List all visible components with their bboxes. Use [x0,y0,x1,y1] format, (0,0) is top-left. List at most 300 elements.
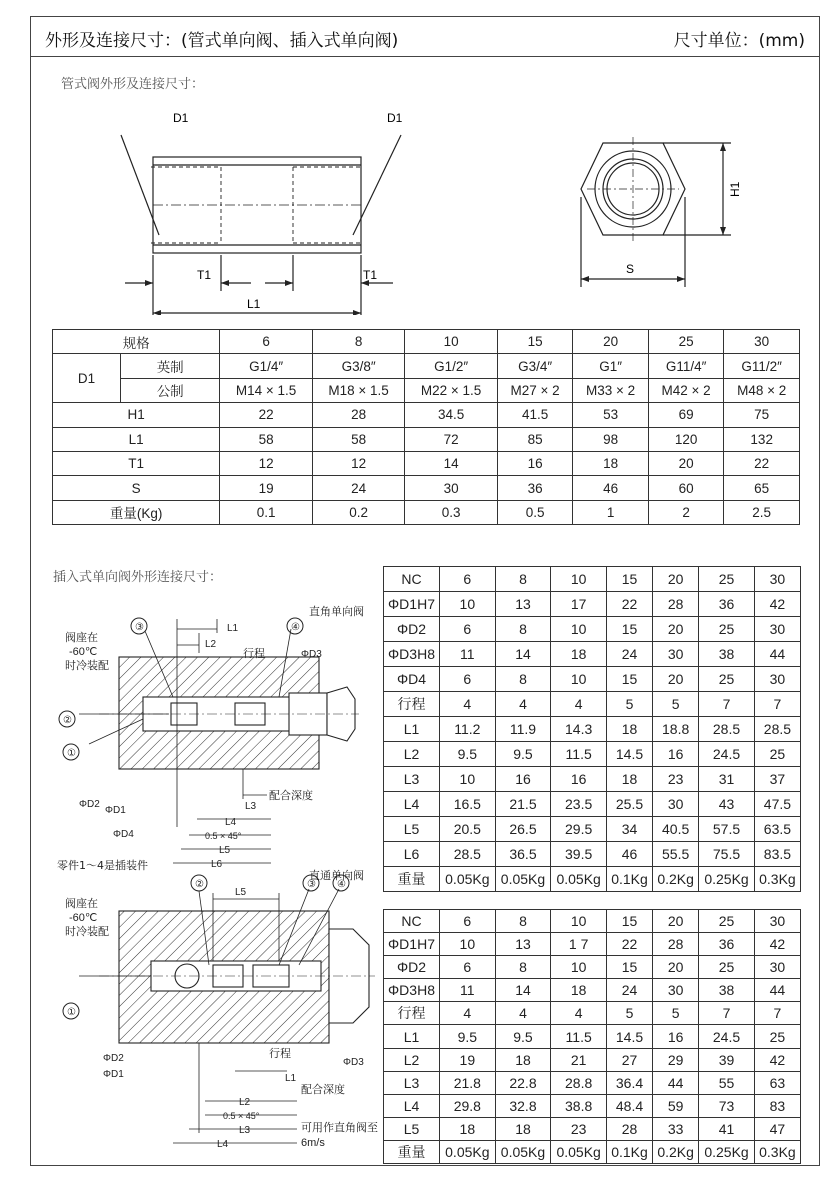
value-cell: 38.8 [551,1094,607,1117]
value-cell: G3/4″ [497,354,573,378]
value-cell: 10 [551,667,607,692]
value-cell: 29 [653,1048,699,1071]
callout-1: ① [67,1007,76,1018]
value-cell: 22 [606,933,652,956]
size-cell: 8 [312,330,404,354]
value-cell: G11/2″ [724,354,800,378]
value-cell: 83 [754,1094,800,1117]
value-cell: M48 × 2 [724,378,800,402]
value-cell: 38 [699,642,755,667]
value-cell: 39 [699,1048,755,1071]
value-cell: 47 [754,1117,800,1140]
table-row [384,1002,801,1025]
value-cell: 0.2Kg [653,867,699,892]
value-cell: 24.5 [699,1025,755,1048]
value-cell: 42 [754,933,800,956]
section-insert-valve-title: 插入式单向阀外形连接尺寸： [53,570,223,585]
value-cell: 29.8 [440,1094,496,1117]
table-row [384,817,801,842]
value-cell: 30 [653,792,699,817]
table-row [384,767,801,792]
table-row [53,476,800,500]
row-label: L4 [384,1094,440,1117]
size-cell: 25 [699,910,755,933]
note-line-1: 阀座在 [65,898,98,910]
label-depth: 配合深度 [269,790,313,802]
value-cell: 39.5 [551,842,607,867]
table-row [384,617,801,642]
value-cell: 5 [653,1002,699,1025]
size-cell: 10 [551,910,607,933]
size-cell: 30 [724,330,800,354]
value-cell: 26.5 [495,817,551,842]
value-cell: 36 [699,933,755,956]
value-cell: 18 [606,717,652,742]
value-cell: 23 [653,767,699,792]
value-cell: 25 [754,742,800,767]
label-l4: L4 [217,1139,229,1150]
value-cell: 2 [648,500,724,524]
value-cell: 63 [754,1071,800,1094]
label-d1-left: D1 [173,111,189,125]
size-cell: 6 [440,910,496,933]
value-cell: 18 [495,1117,551,1140]
value-cell: G1/4″ [220,354,312,378]
size-cell: 20 [653,567,699,592]
value-cell: 16 [551,767,607,792]
value-cell: 16 [495,767,551,792]
table-row [384,867,801,892]
value-cell: 30 [653,642,699,667]
value-cell: 22 [220,403,312,427]
value-cell: 31 [699,767,755,792]
value-cell: 0.2 [312,500,404,524]
value-cell: 24.5 [699,742,755,767]
label-l6: L6 [211,859,223,870]
value-cell: M22 × 1.5 [405,378,497,402]
value-cell: 40.5 [653,817,699,842]
value-cell: 60 [648,476,724,500]
row-label: L1 [384,717,440,742]
value-cell: 24 [606,642,652,667]
value-cell: 0.1 [220,500,312,524]
label-chamfer: 0.5 × 45° [205,831,242,841]
label-t1-left: T1 [197,268,212,282]
note2-line-1: 可用作直角阀至 [301,1122,378,1134]
table-row [53,354,800,378]
row-label: ΦD1H7 [384,592,440,617]
value-cell: 0.05Kg [440,867,496,892]
note-line-3: 时冷装配 [65,660,109,672]
row-label: L1 [384,1025,440,1048]
value-cell: 44 [653,1071,699,1094]
row-label: S [53,476,220,500]
label-l1: L1 [227,623,239,634]
value-cell: 7 [754,692,800,717]
value-cell: 27 [606,1048,652,1071]
value-cell: 20 [653,667,699,692]
table-row [53,403,800,427]
value-cell: 0.1Kg [606,1140,652,1163]
value-cell: 36 [497,476,573,500]
size-cell: 15 [606,910,652,933]
row-label: L4 [384,792,440,817]
value-cell: 4 [495,692,551,717]
spec-header: 规格 [53,330,220,354]
value-cell: 75 [724,403,800,427]
size-cell: 30 [754,567,800,592]
value-cell: 72 [405,427,497,451]
table-row [384,1117,801,1140]
label-chamfer: 0.5 × 45° [223,1111,260,1121]
label-d1-right: D1 [387,111,403,125]
table-row [384,1094,801,1117]
value-cell: 25 [699,617,755,642]
value-cell: 11 [440,979,496,1002]
value-cell: 11.5 [551,742,607,767]
table-row [384,792,801,817]
value-cell: 0.05Kg [440,1140,496,1163]
row-label: L6 [384,842,440,867]
table-row [53,378,800,402]
imperial-label: 英制 [121,354,220,378]
row-label: ΦD4 [384,667,440,692]
value-cell: 6 [440,956,496,979]
value-cell: 65 [724,476,800,500]
value-cell: 30 [405,476,497,500]
value-cell: 4 [551,1002,607,1025]
note2-line-2: 6m/s [301,1137,325,1149]
value-cell: 28 [653,592,699,617]
size-cell: 6 [220,330,312,354]
label-stroke: 行程 [243,648,265,660]
callout-4: ④ [337,879,346,890]
d1-label: D1 [53,354,121,403]
nc-header: NC [384,910,440,933]
value-cell: 18 [606,767,652,792]
value-cell: 20 [653,617,699,642]
value-cell: 57.5 [699,817,755,842]
value-cell: 46 [573,476,649,500]
label-l3: L3 [239,1125,251,1136]
label-d2: ΦD2 [103,1053,124,1064]
value-cell: 16 [497,451,573,475]
label-d3: ΦD3 [343,1057,364,1068]
note-line-2: -60℃ [69,912,98,924]
size-cell: 25 [699,567,755,592]
value-cell: 24 [312,476,404,500]
value-cell: 36.5 [495,842,551,867]
row-label: ΦD3H8 [384,979,440,1002]
value-cell: 58 [220,427,312,451]
table-row [384,592,801,617]
value-cell: 5 [653,692,699,717]
value-cell: 18 [440,1117,496,1140]
value-cell: 28.5 [754,717,800,742]
value-cell: 30 [754,956,800,979]
value-cell: 9.5 [440,742,496,767]
value-cell: 18 [551,979,607,1002]
value-cell: 18 [551,642,607,667]
table-row [53,330,800,354]
value-cell: 34 [606,817,652,842]
value-cell: 28.8 [551,1071,607,1094]
label-d3: ΦD3 [301,649,322,660]
value-cell: 0.05Kg [551,867,607,892]
value-cell: 37 [754,767,800,792]
straight-valve-table [383,909,801,1164]
label-d1: ΦD1 [105,805,126,816]
table-row [384,1048,801,1071]
value-cell: 10 [551,617,607,642]
value-cell: 0.2Kg [653,1140,699,1163]
label-l2: L2 [205,639,217,650]
value-cell: 9.5 [440,1025,496,1048]
value-cell: 48.4 [606,1094,652,1117]
value-cell: 9.5 [495,742,551,767]
value-cell: G1/2″ [405,354,497,378]
table-row [384,667,801,692]
value-cell: 30 [754,667,800,692]
callout-3: ③ [307,879,316,890]
value-cell: 132 [724,427,800,451]
size-cell: 15 [497,330,573,354]
value-cell: 43 [699,792,755,817]
table-row [53,500,800,524]
value-cell: 55.5 [653,842,699,867]
callout-4: ④ [291,622,300,633]
value-cell: 4 [551,692,607,717]
row-label: ΦD2 [384,956,440,979]
value-cell: 18 [495,1048,551,1071]
value-cell: 4 [495,1002,551,1025]
value-cell: 16.5 [440,792,496,817]
pipe-valve-end-drawing [571,127,751,292]
value-cell: 14.5 [606,1025,652,1048]
value-cell: 25 [699,956,755,979]
value-cell: 9.5 [495,1025,551,1048]
label-l1: L1 [247,297,261,311]
value-cell: 7 [699,692,755,717]
value-cell: 0.3 [405,500,497,524]
size-cell: 20 [573,330,649,354]
callout-3: ③ [135,622,144,633]
value-cell: 14 [405,451,497,475]
value-cell: 6 [440,667,496,692]
label-l3: L3 [245,801,257,812]
table-row [384,1140,801,1163]
note-line-1: 阀座在 [65,632,98,644]
table-row [384,1025,801,1048]
value-cell: 36.4 [606,1071,652,1094]
value-cell: 19 [220,476,312,500]
value-cell: 120 [648,427,724,451]
value-cell: 1 [573,500,649,524]
size-cell: 25 [648,330,724,354]
value-cell: 10 [440,592,496,617]
value-cell: 59 [653,1094,699,1117]
unit-label: 尺寸单位：(mm) [673,31,805,51]
value-cell: 69 [648,403,724,427]
value-cell: 41.5 [497,403,573,427]
value-cell: 7 [754,1002,800,1025]
value-cell: 23 [551,1117,607,1140]
value-cell: 13 [495,933,551,956]
value-cell: 11.2 [440,717,496,742]
callout-2: ② [195,879,204,890]
value-cell: 53 [573,403,649,427]
straight-valve-drawing [39,849,379,1154]
value-cell: 30 [653,979,699,1002]
row-label: ΦD3H8 [384,642,440,667]
label-h1: H1 [728,181,742,197]
value-cell: 5 [606,1002,652,1025]
value-cell: 12 [312,451,404,475]
value-cell: 22 [606,592,652,617]
note-line-2: -60℃ [69,646,98,658]
value-cell: 33 [653,1117,699,1140]
value-cell: 15 [606,617,652,642]
value-cell: 11.9 [495,717,551,742]
row-label: L1 [53,427,220,451]
label-l4: L4 [225,817,237,828]
value-cell: 8 [495,956,551,979]
value-cell: 16 [653,1025,699,1048]
value-cell: 4 [440,692,496,717]
size-cell: 6 [440,567,496,592]
value-cell: 10 [551,956,607,979]
value-cell: 22.8 [495,1071,551,1094]
size-cell: 15 [606,567,652,592]
row-label: L2 [384,742,440,767]
value-cell: M27 × 2 [497,378,573,402]
row-label: ΦD2 [384,617,440,642]
spec-sheet-frame [30,16,820,1166]
diagram-a-title: 直角单向阀 [309,606,364,618]
value-cell: 8 [495,667,551,692]
size-cell: 20 [653,910,699,933]
parts-note: 零件1～4是插装件 [57,859,148,872]
value-cell: G11/4″ [648,354,724,378]
value-cell: 58 [312,427,404,451]
value-cell: 11 [440,642,496,667]
value-cell: 21.8 [440,1071,496,1094]
row-label: L5 [384,1117,440,1140]
label-l5: L5 [235,887,247,898]
header-bar [31,17,819,57]
value-cell: 17 [551,592,607,617]
value-cell: 14.5 [606,742,652,767]
value-cell: 20.5 [440,817,496,842]
value-cell: 42 [754,1048,800,1071]
callout-1: ① [67,748,76,759]
nc-header: NC [384,567,440,592]
value-cell: M14 × 1.5 [220,378,312,402]
value-cell: 30 [754,617,800,642]
value-cell: 23.5 [551,792,607,817]
row-label: 行程 [384,692,440,717]
label-s: S [626,262,635,276]
value-cell: 14 [495,979,551,1002]
value-cell: 24 [606,979,652,1002]
value-cell: 0.25Kg [699,867,755,892]
size-cell: 30 [754,910,800,933]
value-cell: 32.8 [495,1094,551,1117]
right-angle-valve-table [383,566,801,892]
value-cell: G3/8″ [312,354,404,378]
table-row [384,567,801,592]
size-cell: 10 [405,330,497,354]
size-cell: 8 [495,567,551,592]
label-l2: L2 [239,1097,251,1108]
value-cell: 44 [754,979,800,1002]
value-cell: 16 [653,742,699,767]
pipe-valve-side-drawing [111,95,411,315]
page-title: 外形及连接尺寸：(管式单向阀、插入式单向阀) [45,31,399,51]
label-depth: 配合深度 [301,1084,345,1096]
value-cell: 21.5 [495,792,551,817]
value-cell: 55 [699,1071,755,1094]
table-row [384,1071,801,1094]
table-row [384,717,801,742]
value-cell: 83.5 [754,842,800,867]
label-stroke: 行程 [269,1048,291,1060]
value-cell: 19 [440,1048,496,1071]
row-label: 重量(Kg) [53,500,220,524]
value-cell: 7 [699,1002,755,1025]
row-label: T1 [53,451,220,475]
value-cell: 41 [699,1117,755,1140]
value-cell: 14.3 [551,717,607,742]
value-cell: 14 [495,642,551,667]
size-cell: 8 [495,910,551,933]
table-row [53,451,800,475]
value-cell: 36 [699,592,755,617]
value-cell: 15 [606,667,652,692]
value-cell: 13 [495,592,551,617]
value-cell: 25.5 [606,792,652,817]
callout-2: ② [63,715,72,726]
value-cell: M33 × 2 [573,378,649,402]
table-row [384,933,801,956]
label-t1-right: T1 [363,268,378,282]
row-label: L3 [384,767,440,792]
value-cell: 15 [606,956,652,979]
value-cell: 6 [440,617,496,642]
value-cell: 0.1Kg [606,867,652,892]
value-cell: 73 [699,1094,755,1117]
metric-label: 公制 [121,378,220,402]
right-angle-valve-drawing [39,589,379,879]
row-label: ΦD1H7 [384,933,440,956]
value-cell: 22 [724,451,800,475]
table-row [384,642,801,667]
row-label: H1 [53,403,220,427]
label-d1: ΦD1 [103,1069,124,1080]
row-label: L5 [384,817,440,842]
value-cell: 0.05Kg [495,867,551,892]
value-cell: 0.5 [497,500,573,524]
table-row [384,979,801,1002]
diagram-b-title: 直通单向阀 [309,870,364,882]
table-row [53,427,800,451]
value-cell: 10 [440,767,496,792]
table-row [384,742,801,767]
value-cell: 46 [606,842,652,867]
value-cell: 44 [754,642,800,667]
label-l5: L5 [219,845,231,856]
value-cell: 28 [606,1117,652,1140]
